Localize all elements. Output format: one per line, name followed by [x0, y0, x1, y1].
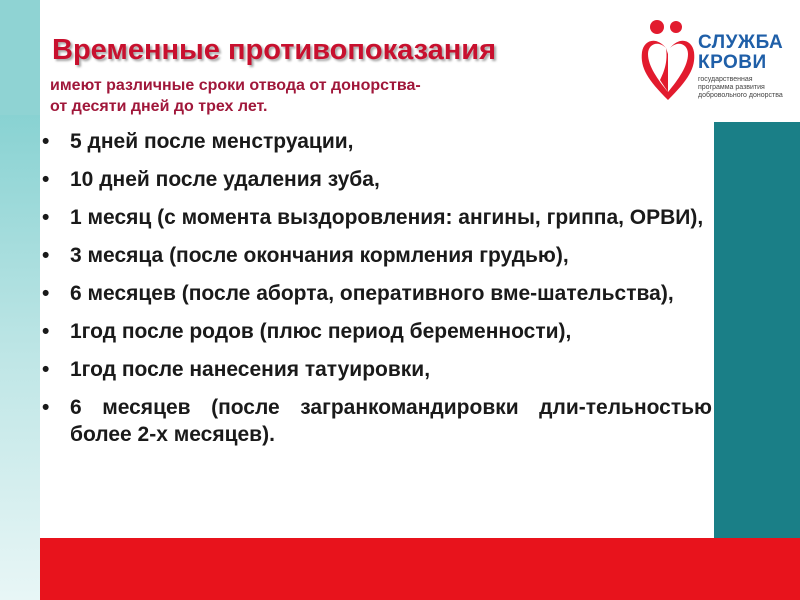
- list-item: [40, 242, 712, 269]
- left-decor-band-top: [0, 0, 40, 115]
- bullet: •: [42, 358, 50, 381]
- bullet: •: [42, 396, 50, 419]
- list-item-text: 1 месяц (с момента выздоровления: ангины, гриппа, ОРВИ),: [70, 206, 704, 229]
- list-item-text: 1год после родов (плюс период беременности),: [70, 320, 572, 343]
- list-item: [40, 204, 712, 231]
- slide-subtitle: [50, 75, 421, 117]
- logo-caption-line-3: добровольного донорства: [698, 92, 783, 99]
- list-item-text: 10 дней после удаления зуба,: [70, 168, 380, 191]
- list-item: [40, 356, 712, 383]
- list-item-text: 6 месяцев (после загранкомандировки дли-тельностью более 2-х месяцев).: [70, 396, 712, 446]
- bullet: •: [42, 130, 50, 153]
- bullet: •: [42, 244, 50, 267]
- subtitle-line-1: имеют различные сроки отвода от донорства-: [50, 77, 421, 94]
- contraindications-list: [40, 128, 712, 459]
- list-item-text: 3 месяца (после окончания кормления грудью),: [70, 244, 569, 267]
- subtitle-line-2: от десяти дней до трех лет.: [50, 98, 268, 115]
- bullet: •: [42, 282, 50, 305]
- logo-caption-line-1: государственная: [698, 76, 753, 83]
- heart-people-icon: [638, 18, 698, 110]
- list-item: [40, 394, 712, 448]
- bullet: •: [42, 206, 50, 229]
- right-decor-band: [714, 122, 800, 538]
- logo-word-2: КРОВИ: [698, 52, 767, 73]
- list-item-text: 5 дней после менструации,: [70, 130, 354, 153]
- bullet: •: [42, 320, 50, 343]
- list-item-text: 6 месяцев (после аборта, оперативного вме-шательства),: [70, 282, 674, 305]
- list-item-text: 1год после нанесения татуировки,: [70, 358, 431, 381]
- list-item: [40, 318, 712, 345]
- blood-service-logo: [632, 10, 798, 116]
- bullet: •: [42, 168, 50, 191]
- list-item: [40, 166, 712, 193]
- slide-title: Временные противопоказания: [52, 34, 497, 66]
- logo-caption-line-2: программа развития: [698, 84, 765, 91]
- list-item: [40, 128, 712, 155]
- list-item: [40, 280, 712, 307]
- logo-word-1: СЛУЖБА: [698, 32, 784, 53]
- logo-caption: [698, 76, 798, 100]
- bottom-red-band: [40, 538, 800, 600]
